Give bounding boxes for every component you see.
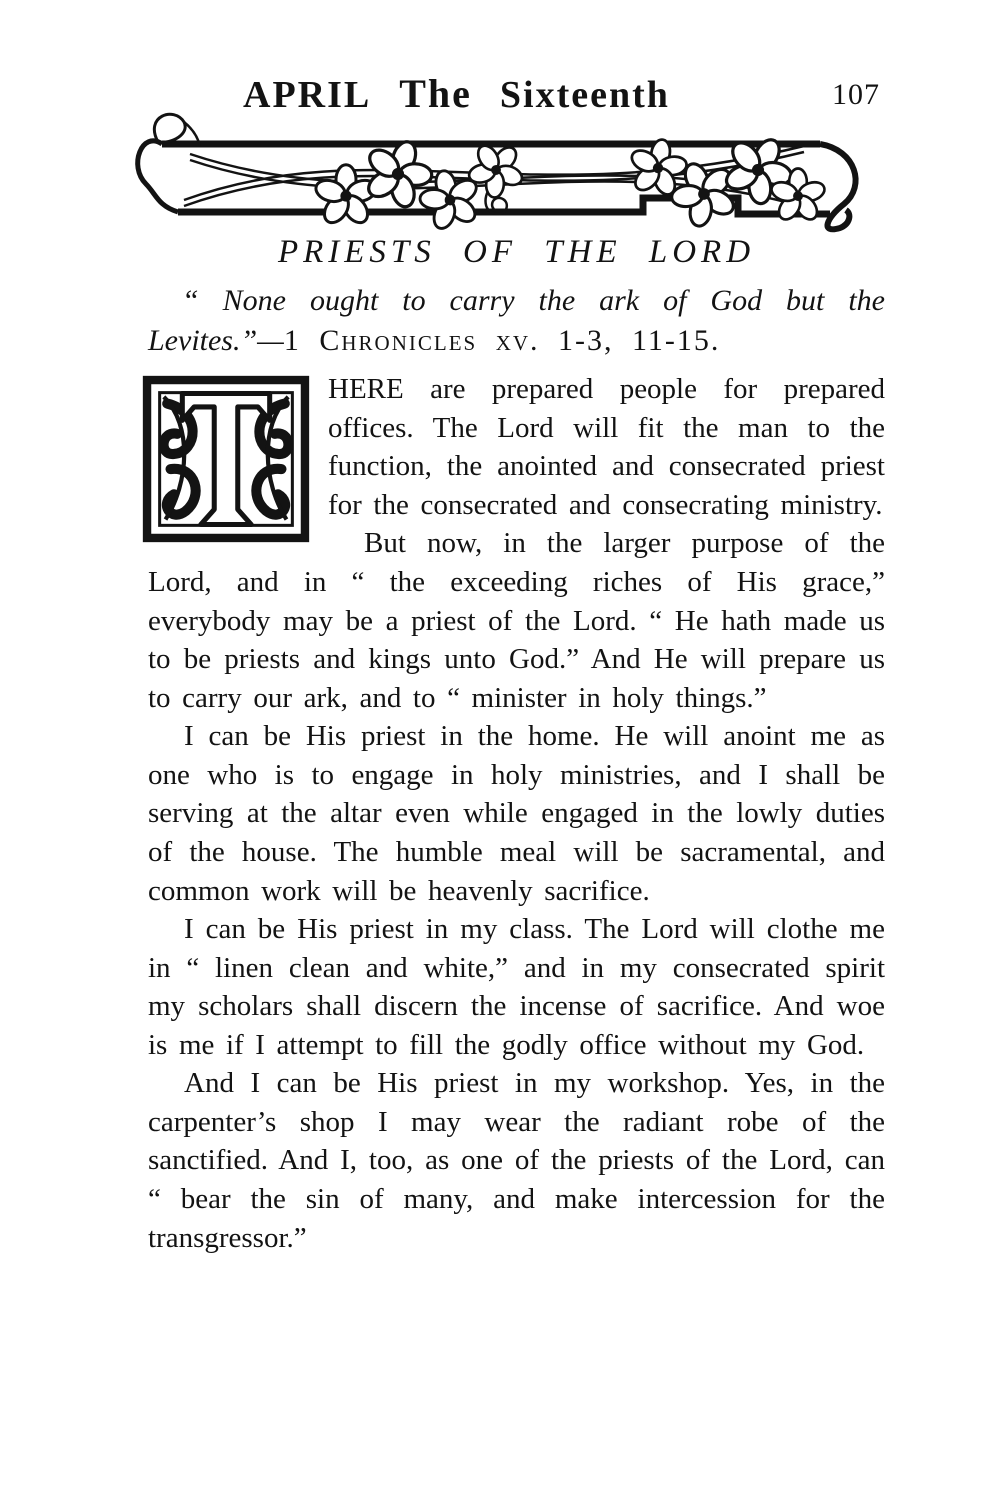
floral-ornament-graphic <box>98 108 882 240</box>
drop-cap-block <box>142 375 310 543</box>
paragraph-5: And I can be His priest in my workshop. Yes, in the carpenter’s shop I may wear the radiant robe of the sanctified. And I, too, as one of the priests of the Lord, can “ bear the sin of many, and make intercession for the transgressor.” <box>148 1067 885 1254</box>
scripture-verse <box>148 281 885 360</box>
floral-ornament-band <box>98 108 882 240</box>
devotional-body <box>148 370 885 1257</box>
paragraph-2: But now, in the larger purpose of the Lord, and in “ the exceeding riches of His grace,” everybody may be a priest of the Lord. “ He hath made us to be priests and kings unto God.” And He will prepare us to carry our ark, and to “ minister in holy things.” <box>148 527 885 714</box>
scripture-quote: “ None ought to carry the ark of God but the Levites.” <box>148 284 885 357</box>
scripture-reference: 1 Chronicles xv. 1-3, 11-15. <box>283 323 721 357</box>
page-number: 107 <box>832 78 880 111</box>
paragraph-1-text: HERE are prepared people for prepared offices. The Lord will fit the man to the function, the anointed and consecrated priest for the consecrated and consecrating ministry. <box>328 373 885 521</box>
header-month: APRIL <box>243 74 372 116</box>
header-article: The <box>399 71 472 116</box>
paragraph-4: I can be His priest in my class. The Lord will clothe me in “ linen clean and white,” and in my consecrated spirit my scholars shall discern the incense of sacrifice. And woe is me if I attempt to fill the godly office without my God. <box>148 913 885 1061</box>
paragraph-3: I can be His priest in the home. He will anoint me as one who is to engage in holy ministries, and I shall be serving at the altar even while engaged in the lowly duties of the house. The humble meal will be sacramental, and common work will be heavenly sacrifice. <box>148 720 885 907</box>
header-day: Sixteenth <box>499 74 670 116</box>
drop-cap-ornament <box>142 375 310 543</box>
paragraph-1 <box>148 370 885 524</box>
text-column <box>148 234 885 1257</box>
devotional-title: PRIESTS OF THE LORD <box>277 234 756 270</box>
scripture-dash: — <box>257 323 284 357</box>
